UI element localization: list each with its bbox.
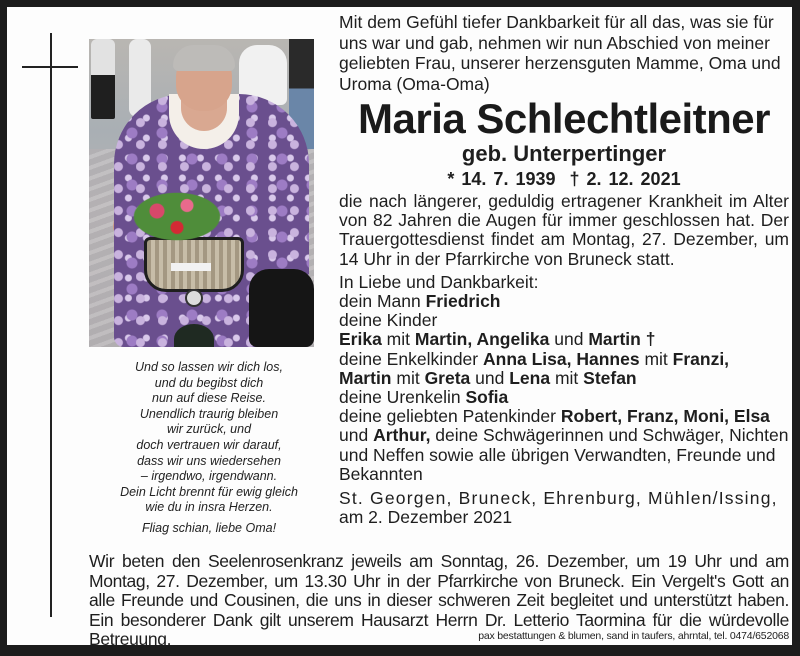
photo-flowers — [127, 189, 227, 244]
photo-bystander — [91, 39, 115, 119]
poem-line: wir zurück, und — [166, 422, 252, 437]
mourners-heading: In Liebe und Dankbarkeit: — [339, 271, 539, 292]
rosary-and-thanks: Wir beten den Seelenrosenkranz jeweils am Sonntag, 26. Dezember, um 19 Uhr und am Montag, 27. Dezember, um 13.30 Uhr in der Pfarrkirche von Bruneck. Ein Vergelt's Gott an alle Freunde und Cousinen, die uns in dieser schweren Zeit begleitet und unterstützt haben. Ein besonderer Dank gilt unserem Hausarzt Herrn Dr. Letterio Taormina für die würdevolle Betreuung. — [89, 551, 789, 649]
cross-icon-horizontal — [22, 66, 78, 68]
husband-line: dein Mann Friedrich — [339, 291, 501, 312]
poem-line: Dein Licht brennt für ewig gleich — [120, 484, 298, 499]
notice-date: am 2. Dezember 2021 — [339, 507, 513, 528]
poem-line: Und so lassen wir dich los, — [135, 360, 283, 374]
locations: St. Georgen, Bruneck, Ehrenburg, Mühlen/Issing, — [339, 488, 778, 509]
grandchildren-line: deine Enkelkinder Anna Lisa, Hannes mit Franzi, Martin mit Greta und Lena mit Stefan — [339, 348, 730, 388]
photo-hair — [173, 45, 235, 71]
godchildren-line: deine geliebten Patenkinder Robert, Franz, Moni, Elsa und Arthur, deine Schwägerinnen und Schwäger, Nichten und Neffen sowie alle übrigen Verwandten, Freunde und Bekannten — [339, 406, 789, 484]
great-grandchild-line: deine Urenkelin Sofia — [339, 387, 509, 408]
mourners-list — [339, 273, 789, 484]
photo-bike-wheel — [174, 324, 214, 347]
intro-text: Mit dem Gefühl tiefer Dankbarkeit für all das, was sie für uns war und gab, nehmen wir nun Abschied von meiner geliebten Frau, unserer herzensguten Mamme, Oma und Uroma (Oma-Oma) — [339, 12, 781, 94]
poem-line: nun auf diese Reise. — [152, 391, 266, 406]
memorial-poem — [89, 360, 329, 537]
deceased-name: Maria Schlechtleitner — [358, 95, 770, 142]
photo-bike-lamp — [185, 289, 203, 307]
photo-basket-label — [171, 263, 211, 271]
children-label: deine Kinder — [339, 310, 438, 331]
poem-line: doch vertrauen wir darauf, — [136, 437, 282, 452]
life-dates — [339, 166, 789, 192]
poem-line: wie du in insra Herzen. — [145, 500, 273, 515]
footer-text-block — [89, 552, 789, 650]
portrait-photo — [89, 39, 314, 347]
poem-line: und du begibst dich — [154, 375, 264, 390]
cross-icon-vertical — [50, 33, 52, 617]
birth-date: * 14. 7. 1939 — [447, 169, 556, 189]
children-line: Erika mit Martin, Angelika und Martin † — [339, 329, 656, 350]
poem-line: Unendlich traurig bleiben — [139, 406, 279, 421]
poem-closing: Fliag schian, liebe Oma! — [141, 520, 277, 535]
obituary-notice — [7, 7, 792, 649]
undertaker-credit: pax bestattungen & blumen, sand in taufers, ahrntal, tel. 0474/652068 — [478, 630, 789, 642]
announcement-text: die nach längerer, geduldig ertragener Krankheit im Alter von 82 Jahren die Augen für immer geschlossen hat. Der Trauergottesdienst findet am Montag, 27. Dezember, um 14 Uhr in der Pfarrkirche von Bruneck statt. — [339, 191, 789, 269]
death-date: † 2. 12. 2021 — [569, 169, 681, 189]
husband-name: Friedrich — [425, 291, 501, 312]
photo-bag — [249, 269, 314, 347]
notice-main-column — [339, 12, 789, 527]
poem-line: dass wir uns wiedersehen — [137, 453, 281, 468]
poem-line: – irgendwo, irgendwann. — [140, 469, 278, 484]
place-and-date — [339, 489, 789, 527]
maiden-name: geb. Unterpertinger — [461, 141, 667, 166]
